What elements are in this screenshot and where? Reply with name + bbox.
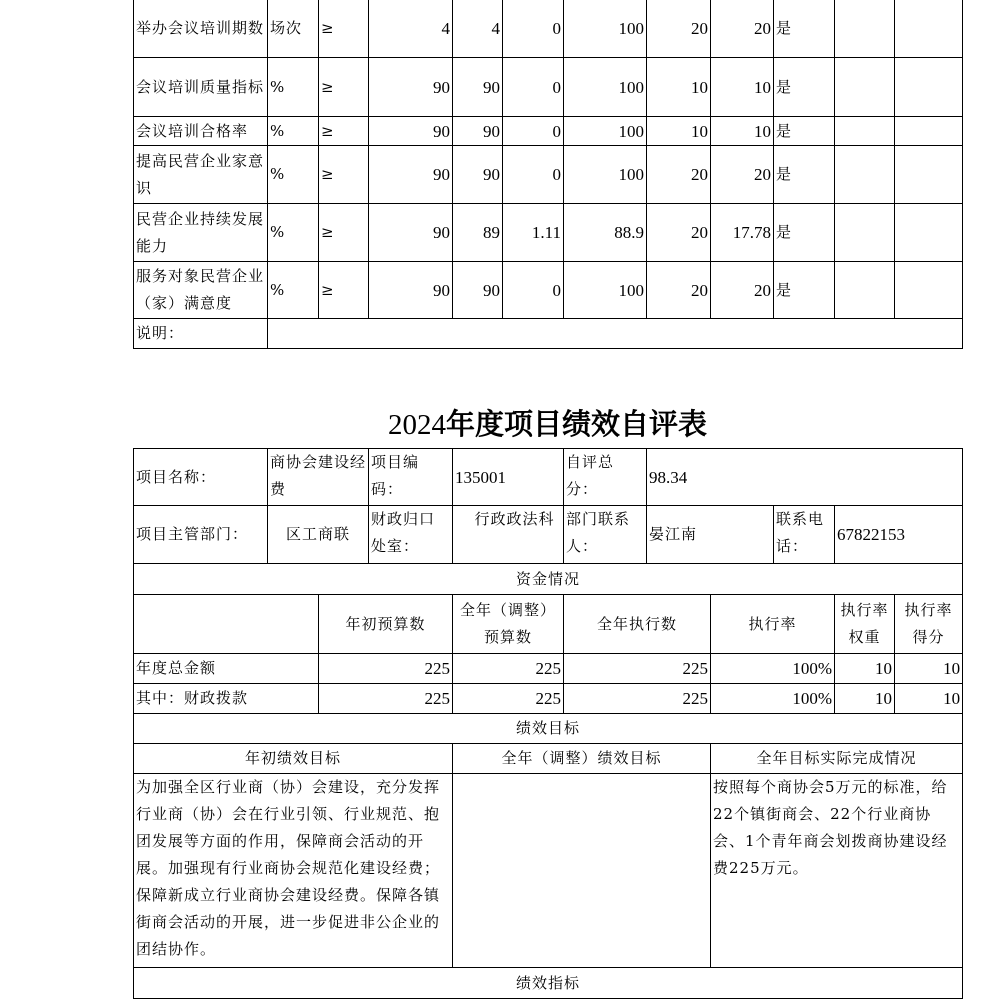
note-label: 说明： xyxy=(134,319,268,349)
funds-row-label: 其中：财政拨款 xyxy=(134,684,319,714)
value: 100 xyxy=(564,262,647,319)
funds-header: 执行率 xyxy=(711,595,835,654)
empty-cell xyxy=(895,117,963,146)
score-value: 98.34 xyxy=(647,449,963,506)
empty-cell xyxy=(835,262,895,319)
value: 100 xyxy=(564,58,647,117)
unit: 场次 xyxy=(268,0,319,58)
flag: 是 xyxy=(774,262,835,319)
indicator-row xyxy=(134,146,963,204)
value: 90 xyxy=(369,58,453,117)
value: 90 xyxy=(369,117,453,146)
value: 100 xyxy=(564,117,647,146)
value: 10 xyxy=(647,117,711,146)
funds-value: 225 xyxy=(453,684,564,714)
empty-cell xyxy=(835,204,895,262)
funds-value: 225 xyxy=(319,684,453,714)
funds-header: 全年（调整）预算数 xyxy=(453,595,564,654)
project-code: 135001 xyxy=(453,449,564,506)
note-row xyxy=(134,319,963,349)
funds-value: 10 xyxy=(895,684,963,714)
funds-value: 225 xyxy=(564,684,711,714)
value: 10 xyxy=(711,58,774,117)
funds-value: 100% xyxy=(711,654,835,684)
value: 100 xyxy=(564,0,647,58)
empty-cell xyxy=(895,204,963,262)
funds-section: 资金情况 xyxy=(134,564,963,595)
funds-value: 10 xyxy=(835,654,895,684)
empty-cell xyxy=(895,146,963,204)
funds-row xyxy=(134,654,963,684)
office-value: 行政政法科 xyxy=(453,506,564,564)
contact-value: 晏江南 xyxy=(647,506,774,564)
value: 20 xyxy=(711,0,774,58)
indicator-row xyxy=(134,204,963,262)
value: 90 xyxy=(453,117,503,146)
funds-value: 225 xyxy=(564,654,711,684)
goals-header: 全年目标实际完成情况 xyxy=(711,744,963,774)
value: 20 xyxy=(647,262,711,319)
score-label: 自评总分： xyxy=(564,449,647,506)
value: 90 xyxy=(369,146,453,204)
value: 20 xyxy=(711,262,774,319)
indicator-table xyxy=(133,0,963,349)
value: 0 xyxy=(503,262,564,319)
flag: 是 xyxy=(774,204,835,262)
value: 90 xyxy=(453,58,503,117)
indicator-name: 举办会议培训期数 xyxy=(134,0,268,58)
funds-value: 10 xyxy=(895,654,963,684)
funds-header: 执行率得分 xyxy=(895,595,963,654)
title-year: 2024 xyxy=(387,409,446,441)
phone-value: 67822153 xyxy=(835,506,963,564)
value: 90 xyxy=(453,146,503,204)
operator: ≥ xyxy=(319,204,369,262)
operator: ≥ xyxy=(319,58,369,117)
empty-cell xyxy=(835,146,895,204)
value: 0 xyxy=(503,146,564,204)
indicator-row xyxy=(134,262,963,319)
project-name-label: 项目名称： xyxy=(134,449,268,506)
unit: % xyxy=(268,146,319,204)
indicator-name: 民营企业持续发展能力 xyxy=(134,204,268,262)
initial-goal: 为加强全区行业商（协）会建设，充分发挥行业商（协）会在行业引领、行业规范、抱团发展等方面的作用，保障商会活动的开展。加强现有行业商协会规范化建设经费；保障新成立行业商协会建设经费。保障各镇街商会活动的开展，进一步促进非公企业的团结协作。 xyxy=(134,774,453,968)
title-text: 年度项目绩效自评表 xyxy=(445,407,707,441)
value: 10 xyxy=(711,117,774,146)
empty-cell xyxy=(835,0,895,58)
value: 0 xyxy=(503,0,564,58)
value: 20 xyxy=(711,146,774,204)
value: 20 xyxy=(647,146,711,204)
funds-header: 执行率权重 xyxy=(835,595,895,654)
value: 4 xyxy=(369,0,453,58)
actual-completion: 按照每个商协会5万元的标准，给22个镇街商会、22个行业商协会、1个青年商会划拨商协建设经费225万元。 xyxy=(711,774,963,968)
indicator-row xyxy=(134,58,963,117)
adjusted-goal xyxy=(453,774,711,968)
value: 88.9 xyxy=(564,204,647,262)
unit: % xyxy=(268,262,319,319)
indicator-name: 会议培训合格率 xyxy=(134,117,268,146)
indicators-section: 绩效指标 xyxy=(134,968,963,999)
value: 90 xyxy=(369,262,453,319)
page-title xyxy=(0,402,1000,443)
indicator-row xyxy=(134,0,963,58)
note-value xyxy=(268,319,963,349)
goals-header: 年初绩效目标 xyxy=(134,744,453,774)
value: 10 xyxy=(647,58,711,117)
operator: ≥ xyxy=(319,0,369,58)
indicator-name: 提高民营企业家意识 xyxy=(134,146,268,204)
unit: % xyxy=(268,58,319,117)
indicator-row xyxy=(134,117,963,146)
operator: ≥ xyxy=(319,117,369,146)
indicator-name: 服务对象民营企业（家）满意度 xyxy=(134,262,268,319)
value: 90 xyxy=(369,204,453,262)
value: 20 xyxy=(647,0,711,58)
dept-value: 区工商联 xyxy=(268,506,369,564)
flag: 是 xyxy=(774,0,835,58)
goals-header: 全年（调整）绩效目标 xyxy=(453,744,711,774)
empty-cell xyxy=(895,262,963,319)
operator: ≥ xyxy=(319,262,369,319)
dept-label: 项目主管部门： xyxy=(134,506,268,564)
value: 100 xyxy=(564,146,647,204)
empty-cell xyxy=(895,58,963,117)
funds-row xyxy=(134,684,963,714)
operator: ≥ xyxy=(319,146,369,204)
funds-value: 225 xyxy=(453,654,564,684)
funds-value: 100% xyxy=(711,684,835,714)
value: 20 xyxy=(647,204,711,262)
project-name: 商协会建设经费 xyxy=(268,449,369,506)
flag: 是 xyxy=(774,117,835,146)
unit: % xyxy=(268,204,319,262)
funds-header: 全年执行数 xyxy=(564,595,711,654)
project-code-label: 项目编码： xyxy=(369,449,453,506)
funds-header: 年初预算数 xyxy=(319,595,453,654)
funds-row-label: 年度总金额 xyxy=(134,654,319,684)
unit: % xyxy=(268,117,319,146)
flag: 是 xyxy=(774,58,835,117)
value: 90 xyxy=(453,262,503,319)
funds-value: 10 xyxy=(835,684,895,714)
funds-header-blank xyxy=(134,595,319,654)
contact-label: 部门联系人： xyxy=(564,506,647,564)
funds-value: 225 xyxy=(319,654,453,684)
flag: 是 xyxy=(774,146,835,204)
value: 17.78 xyxy=(711,204,774,262)
empty-cell xyxy=(835,117,895,146)
empty-cell xyxy=(835,58,895,117)
value: 4 xyxy=(453,0,503,58)
goals-section: 绩效目标 xyxy=(134,714,963,744)
value: 0 xyxy=(503,117,564,146)
indicator-name: 会议培训质量指标 xyxy=(134,58,268,117)
phone-label: 联系电话： xyxy=(774,506,835,564)
value: 0 xyxy=(503,58,564,117)
value: 1.11 xyxy=(503,204,564,262)
empty-cell xyxy=(895,0,963,58)
office-label: 财政归口处室： xyxy=(369,506,453,564)
value: 89 xyxy=(453,204,503,262)
self-evaluation-table xyxy=(133,448,963,999)
